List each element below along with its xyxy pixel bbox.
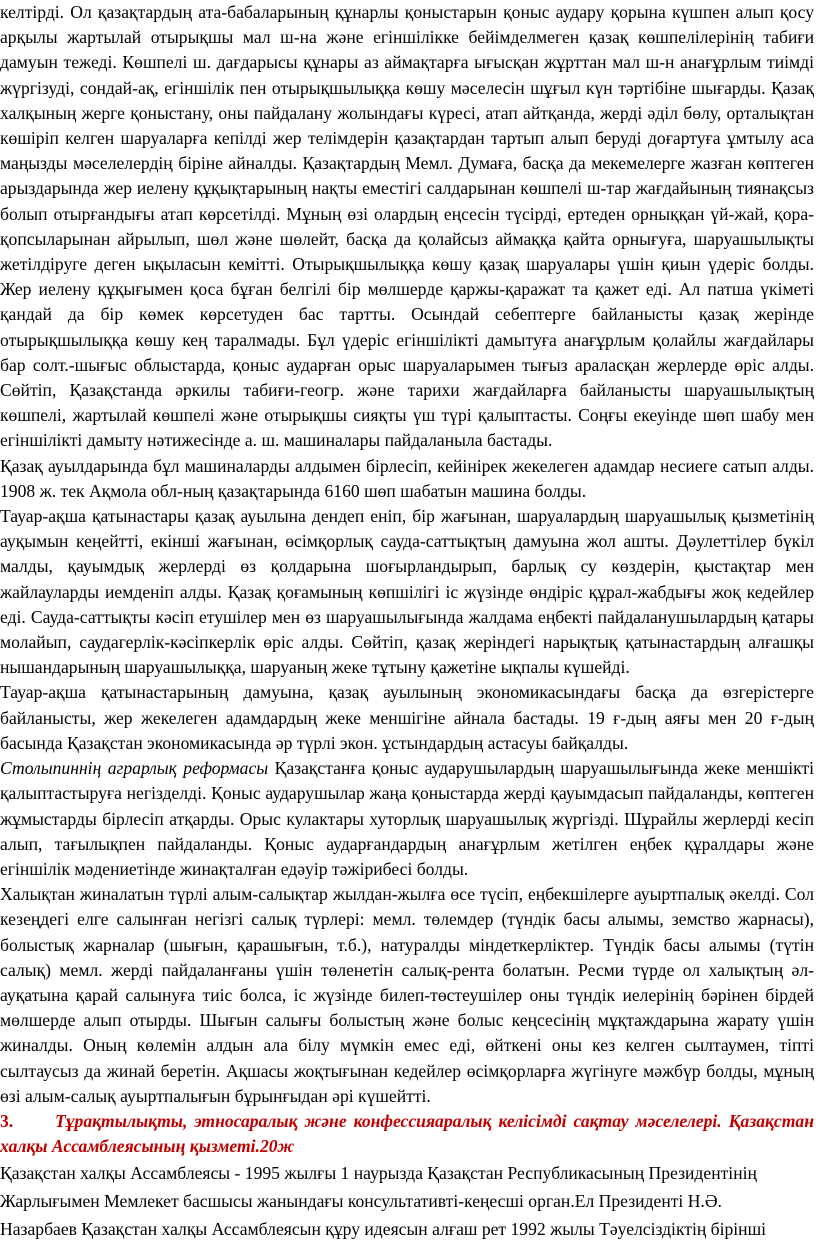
paragraph-machines: Қазақ ауылдарында бұл машиналарды алдымен бірлесіп, кейінірек жекелеген адамдар несиеге сатып алды. 1908 ж. тек Ақмола обл-ның қазақтарында 6160 шөп шабатын машина болды. (0, 455, 814, 501)
paragraph-stolypin (0, 756, 814, 882)
assembly-text (0, 1159, 814, 1243)
paragraph-commodity-money: Тауар-ақша қатынастары қазақ ауылына дендеп еніп, бір жағынан, шаруалардың шаруашылық қызметінің ауқымын кеңейтті, екінші жағынан, өсімқорлық сауда-саттықтың дамуына жол ашты. Дәулеттілер бүкіл малды, қауымдық жерлерді өз қолдарына шоғырландырып, барлық су көздерін, қыстақтар мен жайлауларды иемденіп алды. Қазақ қоғамының көпшілігі іс жүзінде өндіріс құрал-жабдығы жоқ кедейлер еді. Сауда-саттықты кәсіп етушілер мен өз шаруашылығында жалдама еңбекті пайдаланушылардың қатары молайып, саудагерлік-кәсіпкерлік өріс алды. Сөйтіп, қазақ жеріндегі нарықтық қатынастардың алғашқы нышандарының шаруашылыққа, шаруаның жеке тұтыну қажетіне ықпалы күшейді. (0, 506, 814, 678)
section-title: Тұрақтылықты, этносаралық және конфессияаралық келісімді сақтау мәселелері. Қазақстан халқы Ассамблеясының қызметі.20ж (0, 1110, 814, 1156)
section-heading (0, 1109, 814, 1159)
assembly-line: Жарлығымен Мемлекет басшысы жанындағы консультативті-кеңесші орган.Ел Президенті Н.Ә. (0, 1190, 722, 1211)
assembly-line: Назарбаев Қазақстан халқы Ассамблеясын құру идеясын алғаш рет 1992 жылы Тәуелсіздіктің бірінші (0, 1218, 767, 1239)
stolypin-reform-term: Столыпиннің аграрлық реформасы (0, 758, 269, 779)
assembly-line: Қазақстан халқы Ассамблеясы - 1995 жылғы 1 наурызда Қазақстан Республикасының Президентінің (0, 1162, 757, 1183)
section-number: 3. (0, 1110, 14, 1131)
stolypin-reform-text: Қазақстанға қоныс аударушылардың шаруашылығында жеке меншікті қалыптастыруға негізделді. Қоныс аударушылар жаңа қоныстарда жерді қауымдасып пайдаланды, көптеген жұмыстарды бірлесіп атқарды. Орыс кулактары хуторлық шаруашылық жүргізді. Шұрайлы жерлерді кесіп алып, тағылықпен пайдаланды. Қоныс аударғандардың анағұрлым жетілген еңбек құралдары және егіншілік мәдениетінде жинақталған едәуір тәжірибесі болды. (0, 758, 814, 879)
paragraph-private-property: Тауар-ақша қатынастарының дамуына, қазақ ауылының экономикасындағы басқа да өзгерістерге байланысты, жер жекелеген адамдардың жеке меншігіне айнала бастады. 19 ғ-дың аяғы мен 20 ғ-дың басында Қазақстан экономикасында әр түрлі экон. ұстындардың астасуы байқалды. (0, 682, 814, 753)
paragraph-taxes: Халықтан жиналатын түрлі алым-салықтар жылдан-жылға өсе түсіп, еңбекшілерге ауыртпалық әкелді. Сол кезеңдегі елге салынған негізгі салық түрлері: мемл. төлемдер (түндік басы алымы, земство жарнасы), болыстық жарналар (шығын, қарашығын, т.б.), натуралды міндеткерліктер. Түндік басы алымы (түтін салық) мемл. жерді пайдаланғаны үшін төленетін салық-рента болатын. Ресми түрде ол халықтың әл-ауқатына қарай салынуға тиіс болса, іс жүзінде билеп-төстеушілер оны түндік иелерінің бәрінен бірдей мөлшерде алып отырды. Шығын салығы болыстың және болыс кеңсесінің мұқтаждарына жарату үшін жиналды. Оның көлемін алдын ала білу мүмкін емес еді, өйткені оны кез келген сылтаумен, тіпті сылтаусыз да жинай беретін. Ақшасы жоқтығынан кедейлер өсімқорларға жүгінуге мәжбүр болды, мұның өзі алым-салық ауыртпалығын бұрынғыдан әрі күшейтті. (0, 884, 814, 1106)
paragraph-settlement: келтірді. Ол қазақтардың ата-бабаларының құнарлы қоныстарын қоныс аудару қорына күшпен алып қосу арқылы жартылай отырықшы мал ш-на және егіншілікке бейімделмеген қазақ көшпелілерінің табиғи дамуын тежеді. Көшпелі ш. дағдарысы құнары аз аймақтарға ығысқан жұрттан мал ш-н анағұрлым тиімді жүргізуді, сондай-ақ, егіншілік пен отырықшылыққа көшу мәселесін шұғыл күн тәртібіне шығарды. Қазақ халқының жерге қоныстану, оны пайдалану жолындағы күресі, атап айтқанда, жерді әділ бөлу, орталықтан көшіріп келген шаруаларға кепілді жер телімдерін қазақтардан тартып алып беруді доғартуға ұмтылу аса маңызды мәселелердің біріне айналды. Қазақтардың Мемл. Думаға, басқа да мекемелерге жазған көптеген арыздарында жер иелену құқықтарының нақты еместігі салдарынан көшпелі ш-тар жағдайының тиянақсыз болып отырғандығы атап көрсетілді. Мұның өзі олардың еңсесін түсірді, ертеден орныққан үй-жай, қора-қопсыларынан айрылып, шөл және шөлейт, басқа да қолайсыз аймаққа қайта орнығуға, шаруашылықты жетілдіруге деген ықыласын кемітті. Отырықшылыққа көшу қазақ шаруалары үшін қиын үдеріс болды. Жер иелену құқығымен қоса бұған белгілі бір мөлшерде қаржы-қаражат та қажет еді. Ал патша үкіметі қандай да бір көмек көрсетуден бас тартты. Осындай себептерге байланысты қазақ жерінде отырықшылыққа көшу кең таралмады. Бұл үдеріс егіншілікті дамытуға анағұрлым қолайлы жағдайлары бар солт.-шығыс облыстарда, қоныс аударған орыс шаруаларымен тығыз араласқан жерлерде өріс алды. Сөйтіп, Қазақстанда әркилы табиғи-геогр. және тарихи жағдайларға байланысты шаруашылықтың көшпелі, жартылай көшпелі және отырықшы сияқты үш түрі қалыптасты. Соңғы екеуінде шөп шабу мен егіншілікті дамыту нәтижесінде а. ш. машиналары пайдаланыла бастады. (0, 2, 814, 451)
